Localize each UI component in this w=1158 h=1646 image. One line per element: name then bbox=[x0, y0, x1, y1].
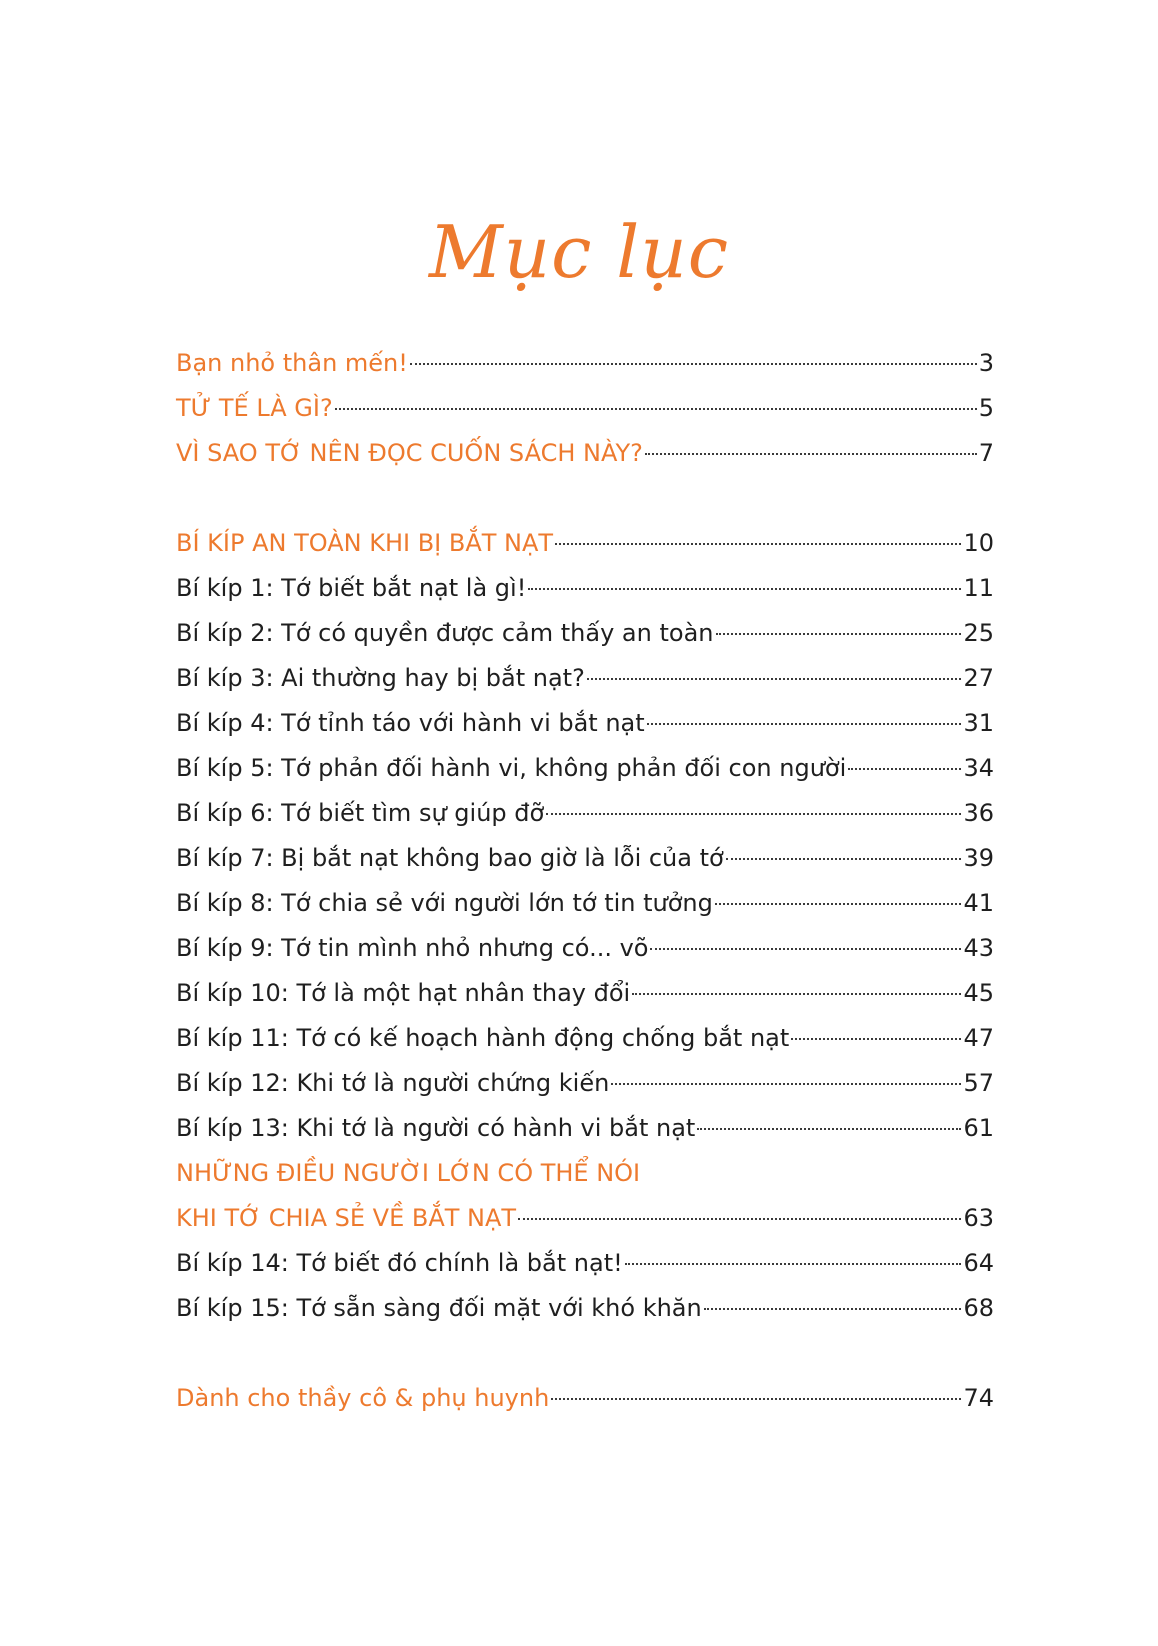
toc-entry-page: 34 bbox=[963, 754, 994, 782]
dot-leader bbox=[704, 1308, 962, 1310]
toc-entry-page: 64 bbox=[963, 1249, 994, 1277]
toc-entry[interactable] bbox=[176, 1245, 994, 1281]
toc-entry-page: 41 bbox=[963, 889, 994, 917]
toc-entry[interactable] bbox=[176, 930, 994, 966]
dot-leader bbox=[647, 723, 962, 725]
toc-entry[interactable] bbox=[176, 705, 994, 741]
toc-entry[interactable] bbox=[176, 1020, 994, 1056]
dot-leader bbox=[848, 768, 961, 770]
toc-entry-page: 27 bbox=[963, 664, 994, 692]
toc-entry-page: 68 bbox=[963, 1294, 994, 1322]
toc-entry-title: Bí kíp 1: Tớ biết bắt nạt là gì! bbox=[176, 574, 527, 602]
toc-entry-title: Bí kíp 2: Tớ có quyền được cảm thấy an toàn bbox=[176, 619, 714, 647]
toc-entry[interactable] bbox=[176, 570, 994, 606]
toc-entry-title: Bí kíp 6: Tớ biết tìm sự giúp đỡ bbox=[176, 799, 545, 827]
toc-entry-title: Bí kíp 10: Tớ là một hạt nhân thay đổi bbox=[176, 979, 631, 1007]
toc-entry-title: Dành cho thầy cô & phụ huynh bbox=[176, 1384, 550, 1412]
dot-leader bbox=[726, 858, 962, 860]
toc-entry-page: 10 bbox=[963, 529, 994, 557]
toc-entry-page: 61 bbox=[963, 1114, 994, 1142]
toc-section-heading[interactable] bbox=[176, 1155, 994, 1191]
dot-leader bbox=[555, 543, 961, 545]
toc-entry-title: TỬ TẾ LÀ GÌ? bbox=[176, 394, 333, 422]
toc-entry-page: 7 bbox=[978, 439, 994, 467]
toc-entry-page: 45 bbox=[963, 979, 994, 1007]
toc-entry-title: BÍ KÍP AN TOÀN KHI BỊ BẮT NẠT bbox=[176, 529, 554, 557]
dot-leader bbox=[528, 588, 961, 590]
toc-entry[interactable] bbox=[176, 795, 994, 831]
toc-entry-title: VÌ SAO TỚ NÊN ĐỌC CUỐN SÁCH NÀY? bbox=[176, 439, 643, 467]
toc-entry-page: 39 bbox=[963, 844, 994, 872]
toc-entry-title: Bí kíp 9: Tớ tin mình nhỏ nhưng có... võ bbox=[176, 934, 649, 962]
toc-entry-page: 11 bbox=[963, 574, 994, 602]
dot-leader bbox=[611, 1083, 961, 1085]
dot-leader bbox=[518, 1218, 961, 1220]
toc-entry-page: 47 bbox=[963, 1024, 994, 1052]
toc-entry-title: Bí kíp 14: Tớ biết đó chính là bắt nạt! bbox=[176, 1249, 623, 1277]
toc-entry-title: Bí kíp 15: Tớ sẵn sàng đối mặt với khó khăn bbox=[176, 1294, 702, 1322]
toc-entry-title: Bí kíp 8: Tớ chia sẻ với người lớn tớ tin tưởng bbox=[176, 889, 713, 917]
toc-entry-title: Bạn nhỏ thân mến! bbox=[176, 349, 408, 377]
dot-leader bbox=[410, 363, 977, 365]
toc-entry-title: KHI TỚ CHIA SẺ VỀ BẮT NẠT bbox=[176, 1204, 517, 1232]
dot-leader bbox=[632, 993, 961, 995]
toc-entry-page: 36 bbox=[963, 799, 994, 827]
dot-leader bbox=[546, 813, 961, 815]
toc-entry[interactable] bbox=[176, 390, 994, 426]
toc-entry[interactable] bbox=[176, 615, 994, 651]
toc-entry[interactable] bbox=[176, 1065, 994, 1101]
dot-leader bbox=[645, 453, 977, 455]
toc-entry[interactable] bbox=[176, 435, 994, 471]
toc-entry[interactable] bbox=[176, 975, 994, 1011]
dot-leader bbox=[335, 408, 977, 410]
toc-entry-page: 57 bbox=[963, 1069, 994, 1097]
toc-entry-title: Bí kíp 7: Bị bắt nạt không bao giờ là lỗi của tớ bbox=[176, 844, 724, 872]
toc-entry-title: Bí kíp 5: Tớ phản đối hành vi, không phản đối con người bbox=[176, 754, 847, 782]
toc-entry-page: 63 bbox=[963, 1204, 994, 1232]
toc-entry-page: 74 bbox=[963, 1384, 994, 1412]
toc-entry[interactable] bbox=[176, 345, 994, 381]
toc-entry[interactable] bbox=[176, 840, 994, 876]
dot-leader bbox=[625, 1263, 962, 1265]
toc-entry-page: 5 bbox=[978, 394, 994, 422]
toc-entry[interactable] bbox=[176, 1380, 994, 1416]
dot-leader bbox=[587, 678, 962, 680]
dot-leader bbox=[716, 633, 962, 635]
toc-entry-title: Bí kíp 12: Khi tớ là người chứng kiến bbox=[176, 1069, 610, 1097]
toc-entry-title: Bí kíp 4: Tớ tỉnh táo với hành vi bắt nạt bbox=[176, 709, 645, 737]
toc-entry[interactable] bbox=[176, 660, 994, 696]
toc-entry-title: Bí kíp 3: Ai thường hay bị bắt nạt? bbox=[176, 664, 585, 692]
toc-entry[interactable] bbox=[176, 1110, 994, 1146]
dot-leader bbox=[650, 948, 961, 950]
toc-entry-page: 31 bbox=[963, 709, 994, 737]
toc-entry[interactable] bbox=[176, 1290, 994, 1326]
toc-entry-title: NHỮNG ĐIỀU NGƯỜI LỚN CÓ THỂ NÓI bbox=[176, 1159, 641, 1187]
dot-leader bbox=[551, 1398, 961, 1400]
toc-entry-page: 25 bbox=[963, 619, 994, 647]
dot-leader bbox=[791, 1038, 961, 1040]
dot-leader bbox=[715, 903, 962, 905]
toc-entry-title: Bí kíp 13: Khi tớ là người có hành vi bắt nạt bbox=[176, 1114, 696, 1142]
toc-entry[interactable] bbox=[176, 885, 994, 921]
page-title: Mục lục bbox=[428, 210, 730, 294]
toc-section-heading[interactable] bbox=[176, 525, 994, 561]
toc-section-heading[interactable] bbox=[176, 1200, 994, 1236]
toc-entry-title: Bí kíp 11: Tớ có kế hoạch hành động chống bắt nạt bbox=[176, 1024, 790, 1052]
toc-entry-page: 43 bbox=[963, 934, 994, 962]
toc-entry-page: 3 bbox=[978, 349, 994, 377]
dot-leader bbox=[697, 1128, 961, 1130]
toc-entry[interactable] bbox=[176, 750, 994, 786]
